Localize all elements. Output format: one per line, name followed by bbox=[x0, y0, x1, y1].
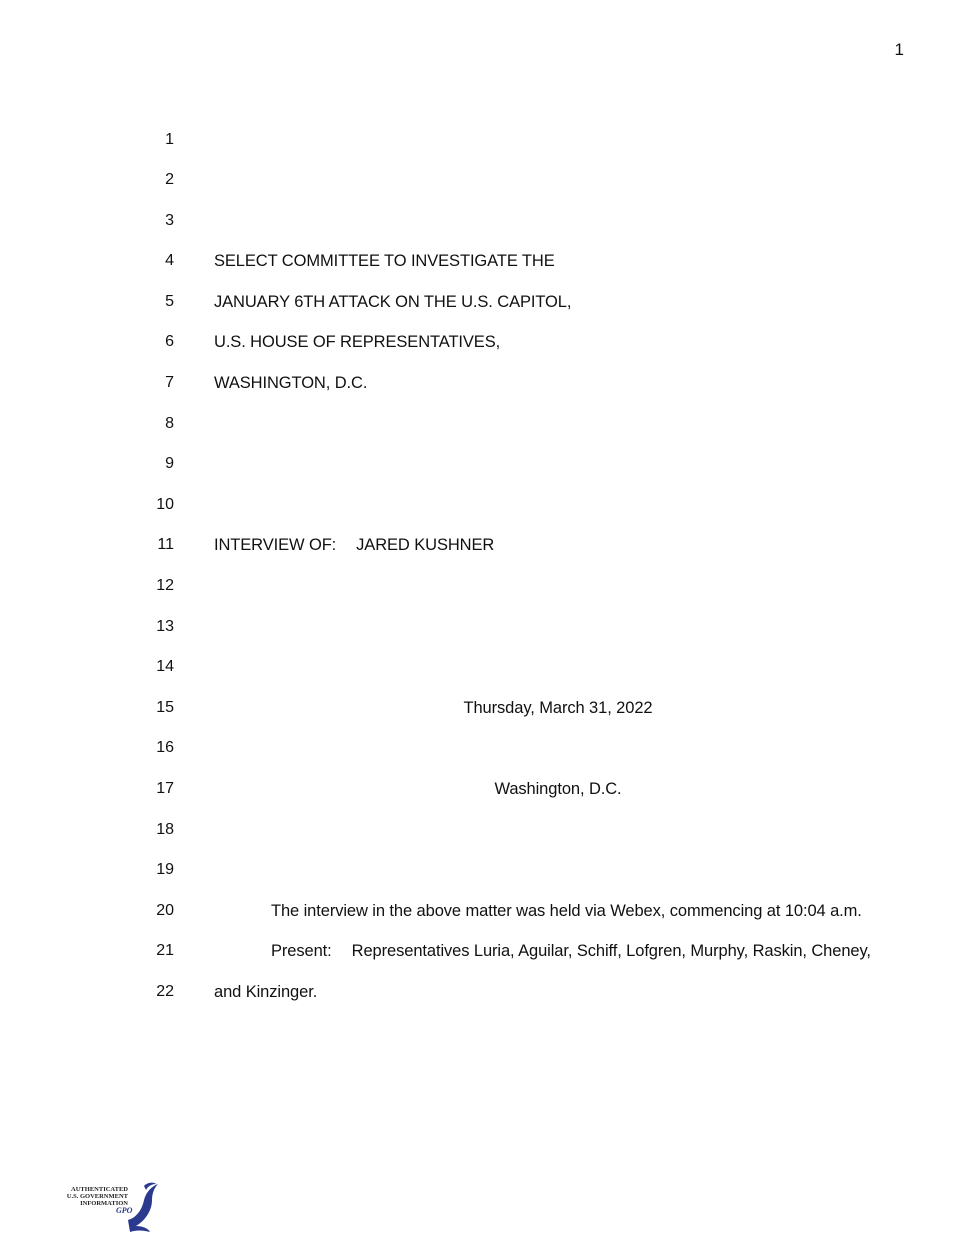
interview-statement: The interview in the above matter was held via Webex, commencing at 10:04 a.m. bbox=[271, 902, 862, 920]
transcript-line bbox=[0, 696, 960, 720]
gpo-mark: GPO bbox=[116, 1206, 133, 1215]
interviewee-line bbox=[214, 533, 494, 557]
line-number: 6 bbox=[165, 333, 174, 350]
transcript-line bbox=[0, 939, 960, 963]
line-number: 16 bbox=[156, 739, 174, 756]
transcript-line bbox=[0, 818, 960, 842]
line-number: 15 bbox=[156, 699, 174, 716]
transcript-line bbox=[0, 249, 960, 273]
line-number: 19 bbox=[156, 861, 174, 878]
line-number: 20 bbox=[156, 902, 174, 919]
transcript-line bbox=[0, 493, 960, 517]
transcript-line bbox=[0, 777, 960, 801]
line-number: 5 bbox=[165, 293, 174, 310]
location-line: WASHINGTON, D.C. bbox=[214, 374, 368, 392]
eagle-icon bbox=[56, 1180, 166, 1236]
interview-label: INTERVIEW OF: bbox=[214, 536, 337, 554]
line-number: 18 bbox=[156, 821, 174, 838]
transcript-line bbox=[0, 533, 960, 557]
transcript-line bbox=[0, 412, 960, 436]
house-line: U.S. HOUSE OF REPRESENTATIVES, bbox=[214, 333, 501, 351]
line-number: 11 bbox=[157, 536, 174, 553]
page-number: 1 bbox=[894, 40, 904, 59]
transcript-line bbox=[0, 655, 960, 679]
transcript-line bbox=[0, 980, 960, 1004]
transcript-line bbox=[0, 128, 960, 152]
line-number: 21 bbox=[156, 942, 174, 959]
line-number: 4 bbox=[165, 252, 174, 269]
gpo-authentication-logo bbox=[56, 1180, 166, 1236]
line-number: 7 bbox=[165, 374, 174, 391]
transcript-line bbox=[0, 615, 960, 639]
line-number: 9 bbox=[165, 455, 174, 472]
transcript-line bbox=[0, 452, 960, 476]
transcript-line bbox=[0, 858, 960, 882]
line-number: 2 bbox=[165, 171, 174, 188]
transcript-line bbox=[0, 899, 960, 923]
line-number: 3 bbox=[165, 212, 174, 229]
line-number: 1 bbox=[165, 131, 174, 148]
interview-date: Thursday, March 31, 2022 bbox=[463, 699, 653, 717]
transcript-line bbox=[0, 290, 960, 314]
committee-title-line-1: SELECT COMMITTEE TO INVESTIGATE THE bbox=[214, 252, 555, 270]
transcript-line bbox=[0, 371, 960, 395]
gpo-logo-text: AUTHENTICATED U.S. GOVERNMENT INFORMATION bbox=[66, 1186, 128, 1207]
line-number: 12 bbox=[156, 577, 174, 594]
transcript-line bbox=[0, 736, 960, 760]
present-line bbox=[271, 939, 871, 963]
present-label: Present: bbox=[271, 942, 332, 960]
line-number: 14 bbox=[156, 658, 174, 675]
line-number: 8 bbox=[165, 415, 174, 432]
line-number: 10 bbox=[156, 496, 174, 513]
line-number: 22 bbox=[156, 983, 174, 1000]
transcript-line bbox=[0, 168, 960, 192]
line-number: 17 bbox=[156, 780, 174, 797]
present-list: Representatives Luria, Aguilar, Schiff, Lofgren, Murphy, Raskin, Cheney, bbox=[351, 942, 871, 960]
line-number: 13 bbox=[156, 618, 174, 635]
transcript-line bbox=[0, 209, 960, 233]
interview-place: Washington, D.C. bbox=[494, 780, 622, 798]
committee-title-line-2: JANUARY 6TH ATTACK ON THE U.S. CAPITOL, bbox=[214, 293, 572, 311]
present-list-continued: and Kinzinger. bbox=[214, 983, 318, 1001]
interviewee-name: JARED KUSHNER bbox=[356, 536, 495, 554]
transcript-line bbox=[0, 330, 960, 354]
transcript-line bbox=[0, 574, 960, 598]
